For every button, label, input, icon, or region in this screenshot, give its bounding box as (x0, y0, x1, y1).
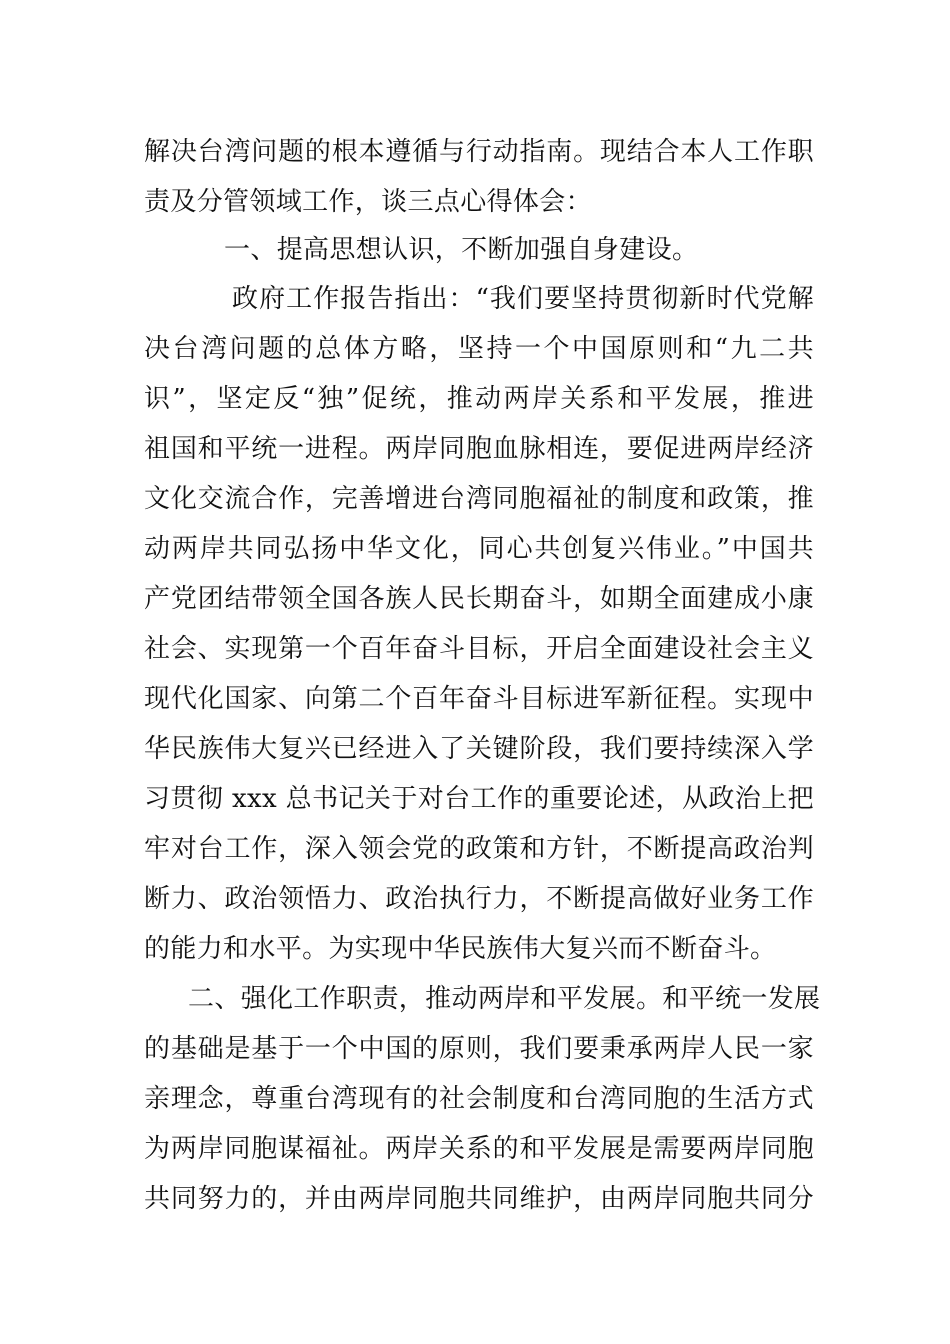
body-text-line: 政府工作报告指出：“我们要坚持贯彻新时代党解 (232, 284, 814, 314)
body-text-line: 的基础是基于一个中国的原则，我们要秉承两岸人民一家 (144, 1034, 814, 1064)
body-text-line: 识”，坚定反“独”促统，推动两岸关系和平发展，推进 (144, 384, 814, 414)
body-text-line: 文化交流合作，完善增进台湾同胞福祉的制度和政策，推 (144, 484, 814, 514)
body-text-line: 断力、政治领悟力、政治执行力，不断提高做好业务工作 (144, 884, 814, 914)
body-text-line: 亲理念，尊重台湾现有的社会制度和台湾同胞的生活方式 (144, 1084, 814, 1114)
body-text-line: 的能力和水平。为实现中华民族伟大复兴而不断奋斗。 (144, 934, 777, 964)
body-text-line: 社会、实现第一个百年奋斗目标，开启全面建设社会主义 (144, 634, 814, 664)
body-text-line: 祖国和平统一进程。两岸同胞血脉相连，要促进两岸经济 (144, 434, 814, 464)
section-heading-1: 一、提高思想认识，不断加强自身建设。 (224, 235, 699, 265)
body-text-line: 产党团结带领全国各族人民长期奋斗，如期全面建成小康 (144, 584, 814, 614)
body-text-line: 动两岸共同弘扬中华文化，同心共创复兴伟业。”中国共 (144, 534, 814, 564)
body-text-line: 共同努力的，并由两岸同胞共同维护，由两岸同胞共同分 (144, 1184, 814, 1214)
body-text-line: 华民族伟大复兴已经进入了关键阶段，我们要持续深入学 (144, 734, 814, 764)
body-text-line: 现代化国家、向第二个百年奋斗目标进军新征程。实现中 (144, 684, 814, 714)
body-text-line: 习贯彻 xxx 总书记关于对台工作的重要论述，从政治上把 (144, 784, 814, 814)
body-text-line: 责及分管领域工作，谈三点心得体会： (144, 187, 592, 217)
body-text-line: 为两岸同胞谋福祉。两岸关系的和平发展是需要两岸同胞 (144, 1134, 814, 1164)
body-text-line: 牢对台工作，深入领会党的政策和方针，不断提高政治判 (144, 834, 814, 864)
section-heading-2: 二、强化工作职责，推动两岸和平发展。和平统一发展 (188, 984, 821, 1014)
body-text-line: 解决台湾问题的根本遵循与行动指南。现结合本人工作职 (144, 137, 814, 167)
body-text-line: 决台湾问题的总体方略，坚持一个中国原则和“九二共 (144, 334, 814, 364)
